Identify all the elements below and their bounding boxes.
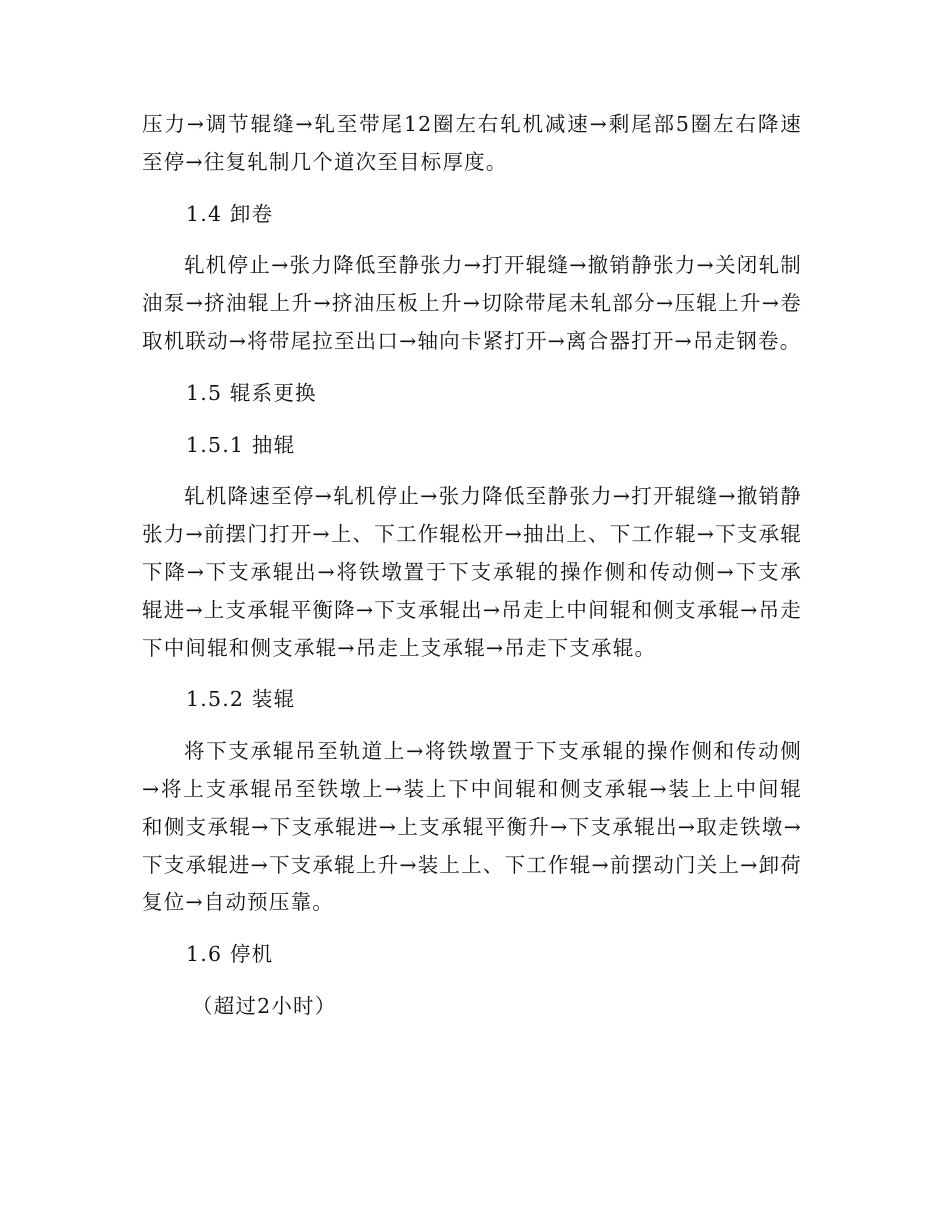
paragraph-rolling-continued: 压力→调节辊缝→轧至带尾12圈左右轧机减速→剩尾部5圈左右降速至停→往复轧制几个道次至目标厚度。	[142, 112, 802, 174]
heading-1-5-1: 1.5.1 抽辊	[186, 432, 296, 457]
spacer	[142, 922, 802, 936]
note-over-2-hours: （超过2小时）	[192, 993, 337, 1018]
spacer	[142, 413, 802, 427]
spacer	[142, 233, 802, 247]
paragraph-1-5-2-roll-installation: 将下支承辊吊至轨道上→将铁墩置于下支承辊的操作侧和传动侧→将上支承辊吊至铁墩上→装上下中间辊和侧支承辊→装上上中间辊和侧支承辊→下支承辊进→上支承辊平衡升→下支承辊出→取走铁墩→下支承辊进→下支承辊上升→装上上、下工作辊→前摆动门关上→卸荷复位→自动预压靠。	[142, 739, 802, 915]
spacer	[142, 974, 802, 988]
heading-1-5: 1.5 辊系更换	[186, 380, 317, 405]
spacer	[142, 667, 802, 681]
heading-1-4: 1.4 卸卷	[186, 201, 274, 226]
paragraph-1-5-1-roll-extraction: 轧机降速至停→轧机停止→张力降低至静张力→打开辊缝→撤销静张力→前摆门打开→上、下工作辊松开→抽出上、下工作辊→下支承辊下降→下支承辊出→将铁墩置于下支承辊的操作侧和传动侧→下支承辊进→上支承辊平衡降→下支承辊出→吊走上中间辊和侧支承辊→吊走下中间辊和侧支承辊→吊走上支承辊→吊走下支承辊。	[142, 484, 802, 660]
spacer	[142, 361, 802, 375]
heading-1-5-2: 1.5.2 装辊	[186, 687, 296, 712]
document-page	[142, 106, 802, 1026]
spacer	[142, 464, 802, 478]
spacer	[142, 182, 802, 196]
spacer	[142, 719, 802, 733]
heading-1-6: 1.6 停机	[186, 942, 274, 967]
paragraph-1-4-unloading: 轧机停止→张力降低至静张力→打开辊缝→撤销静张力→关闭轧制油泵→挤油辊上升→挤油压板上升→切除带尾未轧部分→压辊上升→卷取机联动→将带尾拉至出口→轴向卡紧打开→离合器打开→吊走钢卷。	[142, 253, 802, 353]
